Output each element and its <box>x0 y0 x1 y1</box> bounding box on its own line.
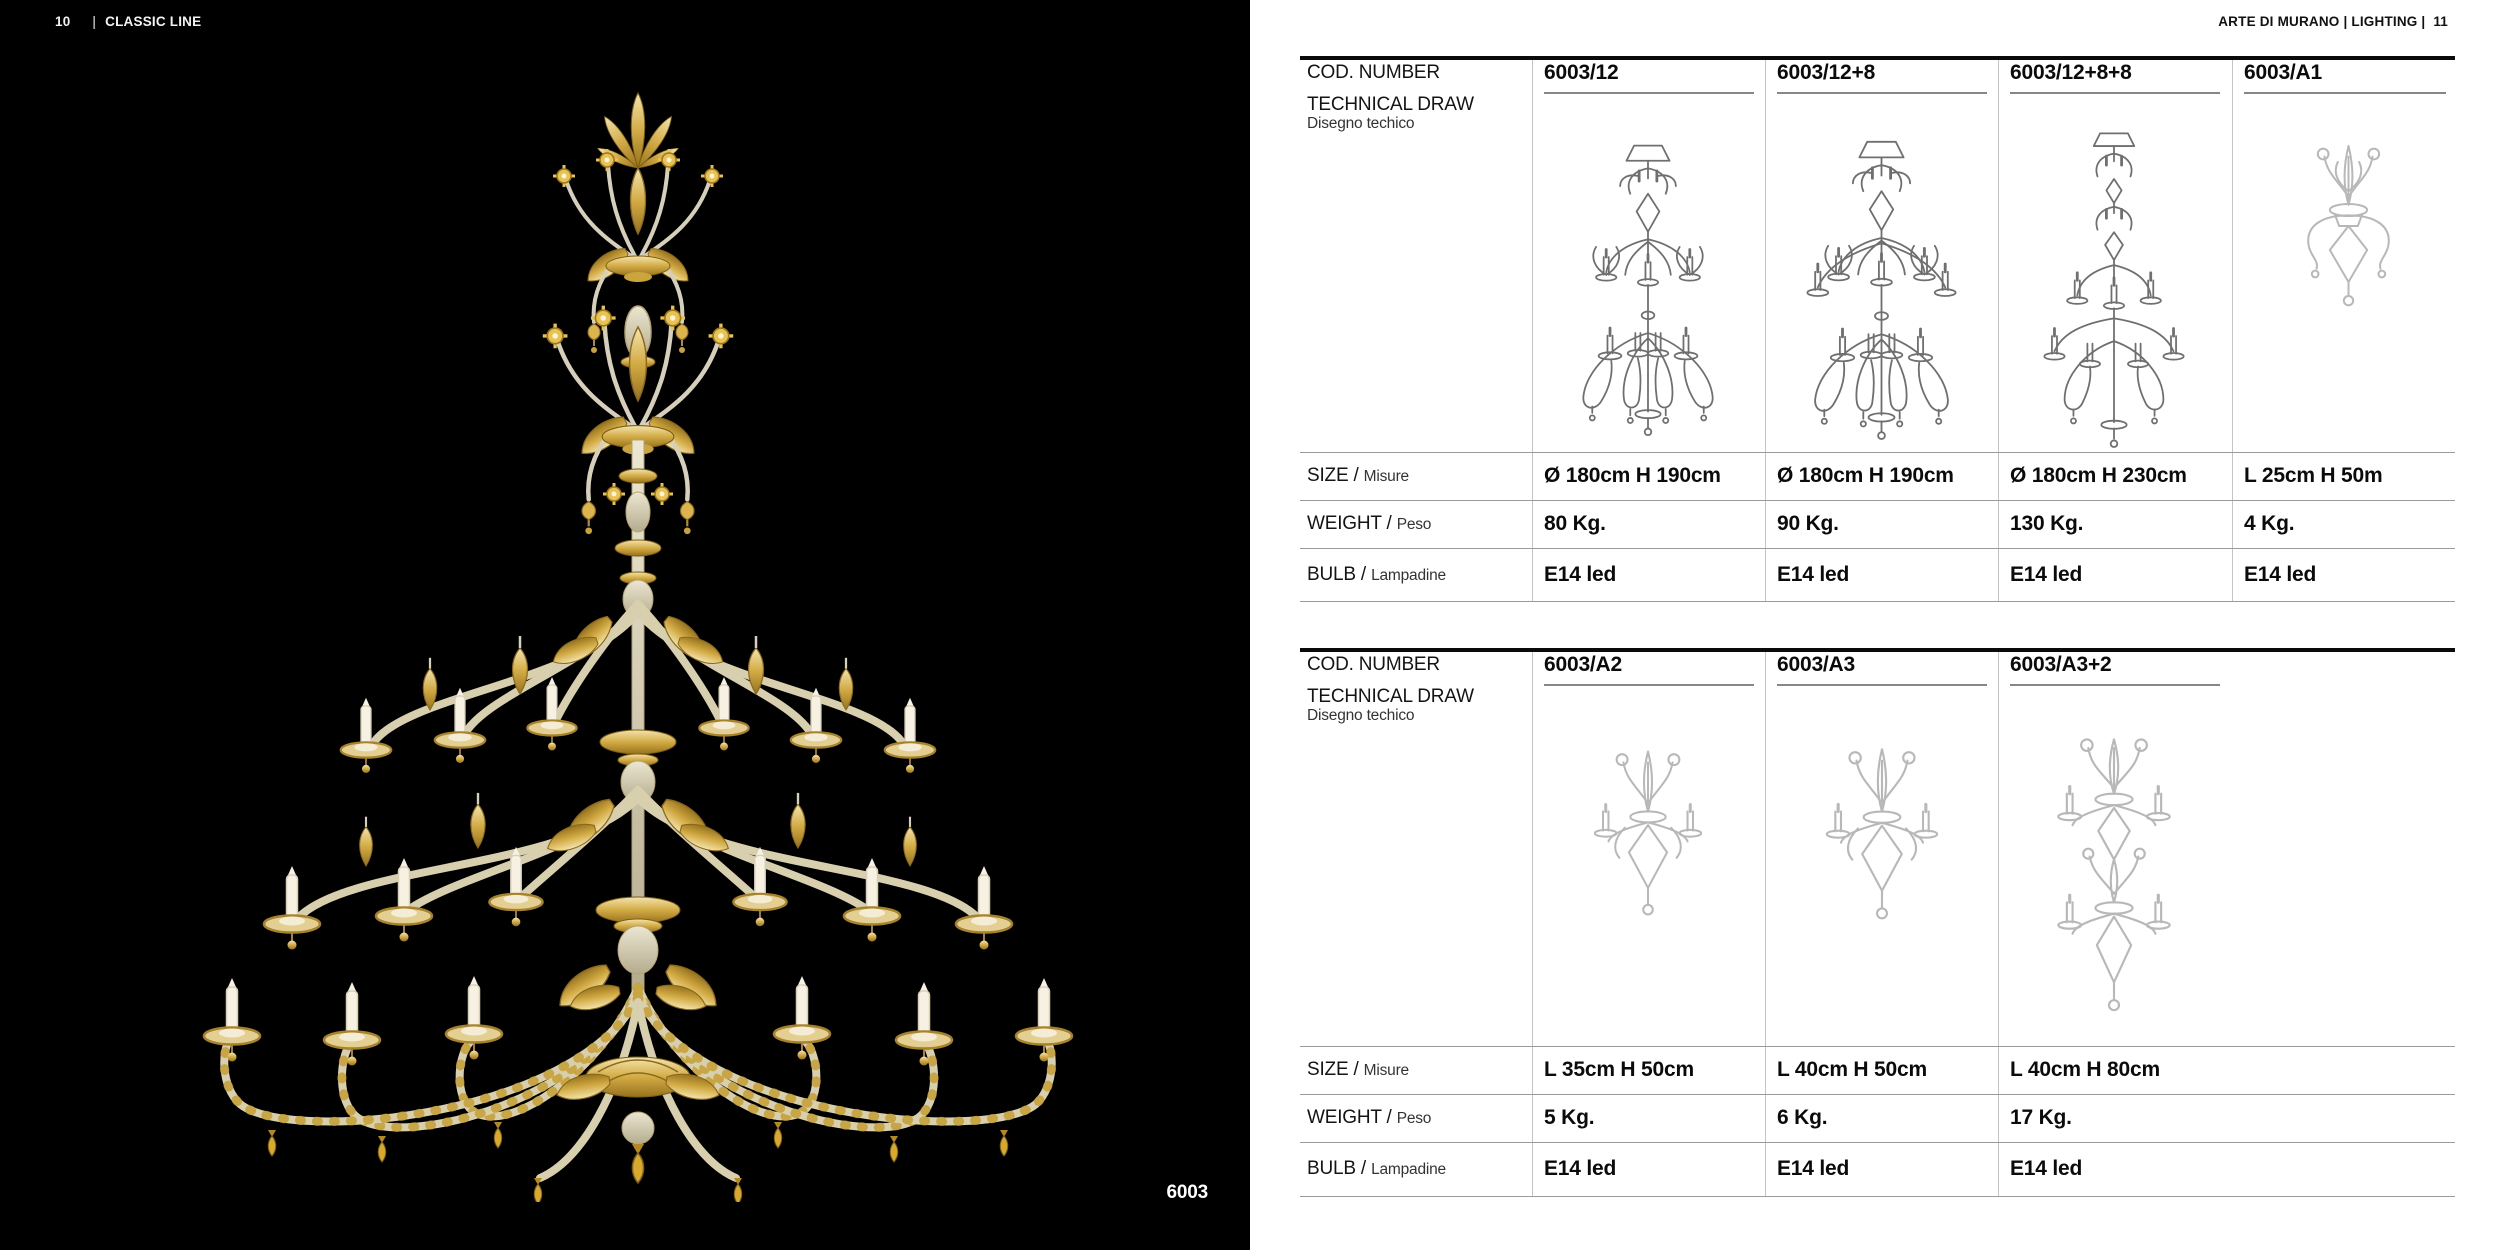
size-label: SIZE / Misure <box>1307 1059 1409 1080</box>
table-bottom-rule <box>1300 601 2455 602</box>
size-row <box>1300 452 2455 500</box>
bulb-row <box>1300 1142 2455 1196</box>
code-underline <box>2010 684 2220 686</box>
product-code: 6003/A3 <box>1777 653 1855 676</box>
product-code: 6003/A2 <box>1544 653 1622 676</box>
page-number-left: 10 <box>55 14 71 29</box>
weight-value: 4 Kg. <box>2244 512 2295 535</box>
table-top-rule <box>1300 56 2455 60</box>
table-bottom-rule <box>1300 1196 2455 1197</box>
technical-drawing-wall-sconce-small <box>2271 138 2426 338</box>
technical-draw-sublabel: Disegno techico <box>1307 115 1415 132</box>
technical-drawing-chandelier-2-tier-wide <box>1779 134 1984 446</box>
header-divider: | <box>92 14 97 29</box>
spec-table-upper <box>1300 56 2455 601</box>
technical-drawing-wall-sconce-2-tier <box>2034 728 2194 1028</box>
size-value: L 35cm H 50cm <box>1544 1058 1694 1081</box>
bulb-value: E14 led <box>2244 562 2317 586</box>
weight-label: WEIGHT / Peso <box>1307 513 1432 534</box>
page-header-left <box>55 14 201 29</box>
technical-drawing-wall-sconce-2-light <box>1804 738 1960 936</box>
code-underline <box>1544 92 1754 94</box>
code-underline <box>2244 92 2446 94</box>
code-underline <box>1777 92 1987 94</box>
cod-number-label: COD. NUMBER <box>1307 654 1440 675</box>
technical-draw-label: TECHNICAL DRAW <box>1307 94 1474 115</box>
weight-value: 130 Kg. <box>2010 512 2084 535</box>
weight-row <box>1300 500 2455 548</box>
bulb-label: BULB / Lampadine <box>1307 1158 1446 1179</box>
bulb-value: E14 led <box>2010 562 2083 586</box>
bulb-row <box>1300 548 2455 601</box>
technical-drawing-chandelier-3-tier <box>2019 128 2209 458</box>
product-code: 6003/12+8+8 <box>2010 61 2132 84</box>
bulb-value: E14 led <box>2010 1157 2083 1180</box>
product-code: 6003/A3+2 <box>2010 653 2112 676</box>
page-header-right: ARTE DI MURANO | LIGHTING | 11 <box>2218 14 2448 29</box>
model-number-caption: 6003 <box>1166 1182 1208 1203</box>
product-code: 6003/A1 <box>2244 61 2322 84</box>
weight-value: 6 Kg. <box>1777 1106 1828 1129</box>
table-top-rule <box>1300 648 2455 652</box>
bulb-value: E14 led <box>1544 562 1617 586</box>
size-row <box>1300 1046 2455 1094</box>
weight-value: 80 Kg. <box>1544 512 1606 535</box>
code-underline <box>1544 684 1754 686</box>
collection-title: CLASSIC LINE <box>105 14 202 29</box>
bulb-value: E14 led <box>1777 562 1850 586</box>
product-code: 6003/12+8 <box>1777 61 1876 84</box>
technical-draw-sublabel: Disegno techico <box>1307 707 1415 724</box>
weight-value: 90 Kg. <box>1777 512 1839 535</box>
spec-page <box>1250 0 2500 1250</box>
bulb-value: E14 led <box>1544 1157 1617 1180</box>
bulb-label: BULB / Lampadine <box>1307 563 1446 585</box>
code-underline <box>1777 684 1987 686</box>
weight-value: 5 Kg. <box>1544 1106 1595 1129</box>
weight-row <box>1300 1094 2455 1142</box>
weight-value: 17 Kg. <box>2010 1106 2072 1129</box>
technical-draw-label: TECHNICAL DRAW <box>1307 686 1474 707</box>
size-value: Ø 180cm H 190cm <box>1777 464 1954 487</box>
bulb-value: E14 led <box>1777 1157 1850 1180</box>
size-value: Ø 180cm H 190cm <box>1544 464 1721 487</box>
size-value: L 25cm H 50m <box>2244 464 2383 487</box>
size-value: L 40cm H 80cm <box>2010 1058 2160 1081</box>
size-value: Ø 180cm H 230cm <box>2010 464 2187 487</box>
cod-number-label: COD. NUMBER <box>1307 62 1440 83</box>
technical-drawing-wall-sconce-2-light <box>1573 740 1723 932</box>
size-value: L 40cm H 50cm <box>1777 1058 1927 1081</box>
technical-drawing-chandelier-2-tier <box>1553 134 1743 446</box>
size-label: SIZE / Misure <box>1307 465 1409 486</box>
weight-label: WEIGHT / Peso <box>1307 1107 1432 1128</box>
product-code: 6003/12 <box>1544 61 1619 84</box>
chandelier-photo <box>168 42 1108 1202</box>
code-underline <box>2010 92 2220 94</box>
spec-table-lower <box>1300 648 2455 1196</box>
